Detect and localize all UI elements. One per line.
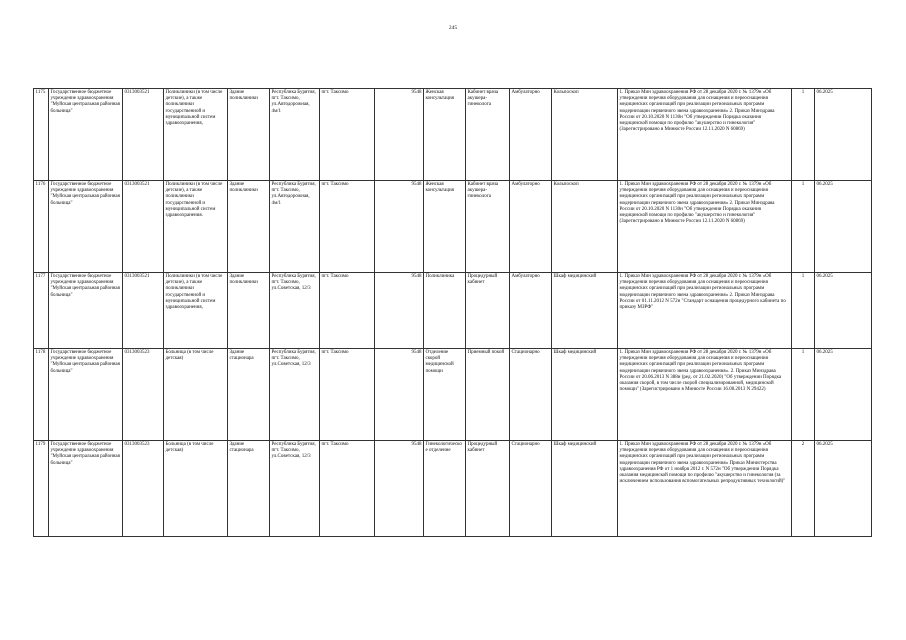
legal-basis-cell: 1. Приказ Мин здравоохранения РФ от 28 декабря 2020 г. № 1379н «Об утверждении перечня оборудования для оснащения и переоснащения медицинских организаций при реализации региональных программ модернизации первичного звена здравоохранения» 2. Приказ Минздрава России от 01.11.2012 N 572н "Стандарт оснащения процедурного кабинета по приказу МЗРФ"	[618, 273, 792, 349]
row-number: 1175	[34, 89, 49, 181]
row-number: 1179	[34, 441, 49, 537]
code-cell: 9548	[375, 273, 424, 349]
inn-cell: 0313003523	[123, 441, 164, 537]
inn-cell: 0313003521	[123, 273, 164, 349]
address-cell: Республика Бурятия, пгт. Таксимо, ул.Советская, 12/3	[270, 273, 320, 349]
inn-cell: 0313003521	[123, 89, 164, 181]
department-cell: Гинекологическое отделение	[424, 441, 466, 537]
care-form-cell: Амбулаторно	[510, 273, 552, 349]
unit-type-cell: Больница (в том числе детская)	[164, 349, 228, 441]
date-cell: 06.2025	[815, 273, 872, 349]
department-cell: Женская консультация	[424, 89, 466, 181]
equipment-cell: Шкаф медицинский	[552, 441, 618, 537]
department-cell: Отделение скорой медицинской помощи	[424, 349, 466, 441]
code-cell: 9548	[375, 349, 424, 441]
table-row	[34, 441, 872, 537]
inn-cell: 0313003521	[123, 181, 164, 273]
quantity-cell: 1	[792, 89, 815, 181]
inn-cell: 0313003523	[123, 349, 164, 441]
settlement-cell: пгт. Таксимо	[320, 349, 375, 441]
unit-type-cell: Поликлиники (в том числе детские), а также поликлиники государственной и муниципальной систем здравоохранения.	[164, 181, 228, 273]
care-form-cell: Амбулаторно	[510, 181, 552, 273]
row-number: 1176	[34, 181, 49, 273]
building-cell: Здание поликлиники	[228, 89, 270, 181]
quantity-cell: 1	[792, 349, 815, 441]
quantity-cell: 2	[792, 441, 815, 537]
unit-type-cell: Поликлиники (в том числе детские), а также поликлиники государственной и муниципальной систем здравоохранения,	[164, 89, 228, 181]
table-row	[34, 273, 872, 349]
legal-basis-cell: 1. Приказ Мин здравоохранения РФ от 28 декабря 2020 г. № 1379н «Об утверждении перечня оборудования для оснащения и переоснащения медицинских организаций при реализации региональных программ модернизации первичного звена здравоохранения» 2. Приказ Минздрава России от 20.10.2020 N 1130н "Об утверждении Порядка оказания медицинской помощи по профилю "акушерство и гинекология" (Зарегистрировано в Минюсте России 12.11.2020 N 60869)	[618, 181, 792, 273]
row-number: 1178	[34, 349, 49, 441]
date-cell: 06.2025	[815, 441, 872, 537]
building-cell: Здание стационара	[228, 349, 270, 441]
page-number: 245	[448, 25, 458, 31]
date-cell: 06.2025	[815, 349, 872, 441]
room-cell: Процедурный кабинет	[466, 273, 510, 349]
date-cell: 06.2025	[815, 181, 872, 273]
settlement-cell: пгт. Таксимо	[320, 273, 375, 349]
legal-basis-cell: 1. Приказ Мин здравоохранения РФ от 28 декабря 2020 г. № 1379н «Об утверждении перечня оборудования для оснащения и переоснащения медицинских организаций при реализации региональных программ модернизации первичного звена здравоохранения». 2. Приказ Минздрава России от 20.06.2013 N 388н (ред. от 21.02.2020) "Об утверждении Порядка оказания скорой, в том числе скорой специализированной, медицинской помощи" (Зарегистрировано в Минюсте России 16.08.2013 N 29422)	[618, 349, 792, 441]
equipment-cell: Кольпоскоп	[552, 181, 618, 273]
unit-type-cell: Поликлиники (в том числе детские), а также поликлиники государственной и муниципальной систем здравоохранения,	[164, 273, 228, 349]
room-cell: Кабинет врача акушера-гинеколога	[466, 89, 510, 181]
address-cell: Республика Бурятия, пгт. Таксимо, ул.Советская, 12/3	[270, 441, 320, 537]
table-row	[34, 89, 872, 181]
care-form-cell: Стационарно	[510, 441, 552, 537]
organization-cell: Государственное бюджетное учреждение здравоохранения "Муйская центральная районная больница"	[49, 89, 123, 181]
organization-cell: Государственное бюджетное учреждение здравоохранения "Муйская центральная районная больница"	[49, 273, 123, 349]
room-cell: Процедурный кабинет	[466, 441, 510, 537]
settlement-cell: пгт. Таксимо	[320, 89, 375, 181]
table-row	[34, 349, 872, 441]
code-cell: 9548	[375, 181, 424, 273]
quantity-cell: 1	[792, 181, 815, 273]
organization-cell: Государственное бюджетное учреждение здравоохранения "Муйская центральная районная больница"	[49, 349, 123, 441]
room-cell: Приемный покой	[466, 349, 510, 441]
address-cell: Республика Бурятия, пгт. Таксимо, ул.Советская, 12/3	[270, 349, 320, 441]
unit-type-cell: Больница (в том числе детская)	[164, 441, 228, 537]
settlement-cell: пгт. Таксимо	[320, 181, 375, 273]
code-cell: 9548	[375, 441, 424, 537]
row-number: 1177	[34, 273, 49, 349]
address-cell: Республика Бурятия, пгт. Таксимо, ул.Автодорожная, 4м/1	[270, 181, 320, 273]
table-row	[34, 181, 872, 273]
building-cell: Здание поликлиники	[228, 181, 270, 273]
code-cell: 9548	[375, 89, 424, 181]
care-form-cell: Стационарно	[510, 349, 552, 441]
settlement-cell: пгт. Таксимо	[320, 441, 375, 537]
equipment-cell: Шкаф медицинский	[552, 349, 618, 441]
address-cell: Республика Бурятия, пгт. Таксимо, ул.Автодорожная, 4м/1	[270, 89, 320, 181]
room-cell: Кабинет врача акушера-гинеколога	[466, 181, 510, 273]
department-cell: Женская консультация	[424, 181, 466, 273]
equipment-cell: Кольпоскоп	[552, 89, 618, 181]
building-cell: Здание стационара	[228, 441, 270, 537]
organization-cell: Государственное бюджетное учреждение здравоохранения "Муйская центральная районная больница"	[49, 181, 123, 273]
quantity-cell: 1	[792, 273, 815, 349]
legal-basis-cell: 1. Приказ Мин здравоохранения РФ от 28 декабря 2020 г. № 1379н «Об утверждении перечня оборудования для оснащения и переоснащения медицинских организаций при реализации региональных программ модернизации первичного звена здравоохранения» 2. Приказ Минздрава России от 20.10.2020 N 1130н "Об утверждении Порядка оказания медицинской помощи по профилю "акушерство и гинекология" (Зарегистрировано в Минюсте России 12.11.2020 N 60869)	[618, 89, 792, 181]
date-cell: 06.2025	[815, 89, 872, 181]
organization-cell: Государственное бюджетное учреждение здравоохранения "Муйская центральная районная больница"	[49, 441, 123, 537]
department-cell: Поликлиника	[424, 273, 466, 349]
equipment-cell: Шкаф медицинский	[552, 273, 618, 349]
legal-basis-cell: 1. Приказ Мин здравоохранения РФ от 28 декабря 2020 г. № 1379н «Об утверждении перечня оборудования для оснащения и переоснащения медицинских организаций при реализации региональных программ модернизации первичного звена здравоохранения» Приказ Министерства здравоохранения РФ от 1 ноября 2012 г. N 572н "Об утверждении Порядка оказания медицинской помощи по профилю "акушерство и гинекология (за исключением использования вспомогательных репродуктивных технологий)"	[618, 441, 792, 537]
care-form-cell: Амбулаторно	[510, 89, 552, 181]
building-cell: Здание поликлиники	[228, 273, 270, 349]
equipment-register-table	[33, 88, 872, 537]
